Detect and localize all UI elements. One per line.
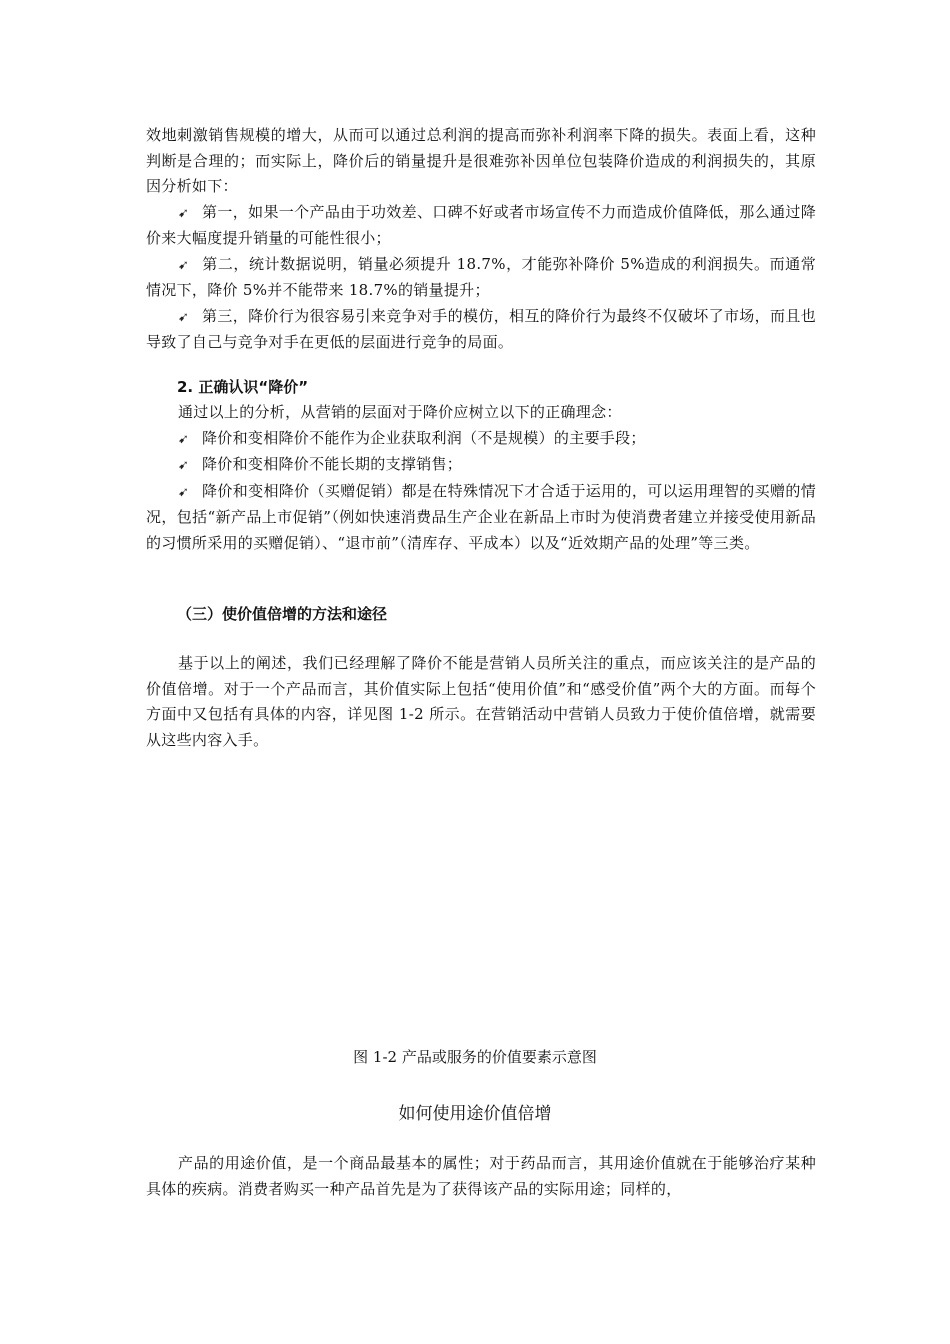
section-heading-3: （三）使价值倍增的方法和途径	[177, 605, 388, 623]
bullet-item-2	[146, 252, 816, 304]
intro-paragraph: 效地刺激销售规模的增大，从而可以通过总利润的提高而弥补利润率下降的损失。表面上看，这种判断是合理的；而实际上，降价后的销量提升是很难弥补因单位包装降价造成的利润损失的，其原因分析如下：	[146, 126, 816, 195]
section4-block	[146, 1151, 816, 1202]
bullet-item-6	[146, 479, 816, 557]
bullet-text: 降价和变相降价（买赠促销）都是在特殊情况下才合适于运用的，可以运用理智的买赠的情况，包括“新产品上市促销”（例如快速消费品生产企业在新品上市时为使消费者建立并接受使用新品的习惯所采用的买赠促销）、“退市前”（清库存、平成本）以及“近效期产品的处理”等三类。	[146, 481, 816, 552]
section3-paragraph: 基于以上的阐述，我们已经理解了降价不能是营销人员所关注的重点，而应该关注的是产品的价值倍增。对于一个产品而言，其价值实际上包括“使用价值”和“感受价值”两个大的方面。而每个方面中又包括有具体的内容，详见图 1-2 所示。在营销活动中营销人员致力于使价值倍增，就需要从这些内容入手。	[146, 654, 816, 749]
pencil-arrow-icon: ➹	[178, 484, 190, 500]
section4-paragraph: 产品的用途价值，是一个商品最基本的属性；对于药品而言，其用途价值就在于能够治疗某种具体的疾病。消费者购买一种产品首先是为了获得该产品的实际用途；同样的，	[146, 1154, 816, 1198]
section2-block	[146, 400, 816, 556]
pencil-arrow-icon: ➹	[178, 205, 190, 221]
intro-block	[146, 123, 816, 356]
figure-caption: 图 1-2 产品或服务的价值要素示意图	[353, 1048, 597, 1066]
pencil-arrow-icon: ➹	[178, 458, 190, 473]
section3-block	[146, 651, 816, 753]
bullet-item-3	[146, 304, 816, 356]
figure-placeholder	[146, 760, 816, 1030]
bullet-text: 降价和变相降价不能长期的支撑销售；	[202, 455, 463, 473]
bullet-text: 第三，降价行为很容易引来竞争对手的模仿，相互的降价行为最终不仅破坏了市场，而且也导致了自己与竞争对手在更低的层面进行竞争的局面。	[146, 306, 816, 351]
pencil-arrow-icon: ➹	[178, 257, 190, 273]
bullet-text: 第一，如果一个产品由于功效差、口碑不好或者市场宣传不力而造成价值降低，那么通过降价来大幅度提升销量的可能性很小；	[146, 202, 816, 247]
bullet-text: 降价和变相降价不能作为企业获取利润（不是规模）的主要手段；	[202, 428, 646, 447]
bullet-text: 第二，统计数据说明，销量必须提升 18.7%，才能弥补降价 5%造成的利润损失。而通常情况下，降价 5%并不能带来 18.7%的销量提升；	[146, 254, 816, 299]
section-title: 如何使用途价值倍增	[398, 1104, 552, 1124]
section-heading-2: 2. 正确认识“降价”	[177, 378, 309, 396]
pencil-arrow-icon: ➹	[178, 431, 190, 447]
bullet-item-4	[146, 426, 816, 453]
bullet-item-5	[146, 452, 816, 479]
section2-lead: 通过以上的分析，从营销的层面对于降价应树立以下的正确理念：	[178, 403, 622, 421]
bullet-item-1	[146, 200, 816, 252]
pencil-arrow-icon: ➹	[178, 309, 190, 325]
